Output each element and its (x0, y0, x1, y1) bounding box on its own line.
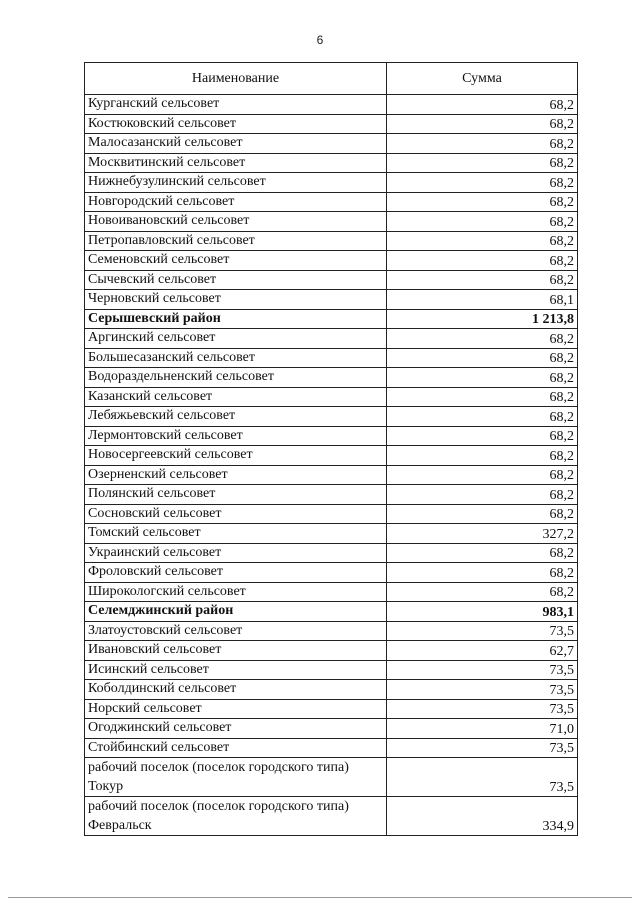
table-row (85, 504, 578, 524)
table-row (85, 387, 578, 407)
row-name-cell: Златоустовский сельсовет (85, 621, 387, 641)
column-header-sum: Сумма (387, 63, 578, 95)
row-sum-cell: 71,0 (387, 719, 578, 739)
table-row (85, 407, 578, 427)
column-header-name: Наименование (85, 63, 387, 95)
row-name-cell: Малосазанский сельсовет (85, 134, 387, 154)
row-sum-cell: 73,5 (387, 738, 578, 758)
row-sum-cell: 68,2 (387, 114, 578, 134)
table-row (85, 134, 578, 154)
table-row (85, 543, 578, 563)
row-name-cell: Лебяжьевский сельсовет (85, 407, 387, 427)
table-row (85, 660, 578, 680)
row-name-cell: Сычевский сельсовет (85, 270, 387, 290)
table-body (85, 95, 578, 836)
table-row (85, 641, 578, 661)
table-row (85, 290, 578, 310)
row-name-cell: Озерненский сельсовет (85, 465, 387, 485)
table-row (85, 719, 578, 739)
row-sum-cell: 68,2 (387, 368, 578, 388)
table-row (85, 251, 578, 271)
table-row (85, 621, 578, 641)
row-sum-cell: 68,2 (387, 231, 578, 251)
row-name-cell: Норский сельсовет (85, 699, 387, 719)
row-name-cell: Селемджинский район (85, 602, 387, 622)
row-name-cell: Новоивановский сельсовет (85, 212, 387, 232)
row-sum-cell: 68,2 (387, 95, 578, 115)
row-sum-cell: 68,1 (387, 290, 578, 310)
row-name-cell: Курганский сельсовет (85, 95, 387, 115)
row-sum-cell: 68,2 (387, 446, 578, 466)
row-sum-cell: 68,2 (387, 485, 578, 505)
table-row (85, 485, 578, 505)
budget-table (84, 62, 578, 836)
table-row (85, 368, 578, 388)
row-sum-cell: 68,2 (387, 563, 578, 583)
table-row (85, 738, 578, 758)
row-name-cell: Исинский сельсовет (85, 660, 387, 680)
row-name-cell: Новгородский сельсовет (85, 192, 387, 212)
page-number: 6 (316, 33, 324, 47)
row-name-cell: Коболдинский сельсовет (85, 680, 387, 700)
row-name-cell: Большесазанский сельсовет (85, 348, 387, 368)
table-row (85, 348, 578, 368)
page-bottom-rule (8, 897, 632, 898)
row-name-cell: Петропавловский сельсовет (85, 231, 387, 251)
table-row (85, 114, 578, 134)
row-name-cell: Костюковский сельсовет (85, 114, 387, 134)
table-row (85, 270, 578, 290)
row-name-cell: Аргинский сельсовет (85, 329, 387, 349)
row-name-cell: рабочий поселок (поселок городского типа) Токур (85, 758, 387, 797)
row-name-cell: Стойбинский сельсовет (85, 738, 387, 758)
row-sum-cell: 68,2 (387, 192, 578, 212)
row-name-cell: Семеновский сельсовет (85, 251, 387, 271)
row-sum-cell: 68,2 (387, 426, 578, 446)
district-row (85, 309, 578, 329)
table-row (85, 465, 578, 485)
row-sum-cell: 68,2 (387, 251, 578, 271)
row-name-cell: рабочий поселок (поселок городского типа) Февральск (85, 797, 387, 836)
row-name-cell: Томский сельсовет (85, 524, 387, 544)
row-sum-cell: 327,2 (387, 524, 578, 544)
row-sum-cell: 73,5 (387, 680, 578, 700)
row-sum-cell: 983,1 (387, 602, 578, 622)
row-name-cell: Фроловский сельсовет (85, 563, 387, 583)
row-sum-cell: 68,2 (387, 134, 578, 154)
table-row (85, 212, 578, 232)
row-name-cell: Сосновский сельсовет (85, 504, 387, 524)
row-sum-cell: 68,2 (387, 212, 578, 232)
table-row (85, 192, 578, 212)
row-sum-cell: 73,5 (387, 621, 578, 641)
row-sum-cell: 68,2 (387, 173, 578, 193)
row-name-cell: Лермонтовский сельсовет (85, 426, 387, 446)
row-name-cell: Огоджинский сельсовет (85, 719, 387, 739)
table-row (85, 95, 578, 115)
table-row (85, 563, 578, 583)
row-sum-cell: 68,2 (387, 153, 578, 173)
row-sum-cell: 68,2 (387, 270, 578, 290)
row-name-cell: Казанский сельсовет (85, 387, 387, 407)
table-row (85, 426, 578, 446)
row-sum-cell: 68,2 (387, 407, 578, 427)
row-sum-cell: 68,2 (387, 387, 578, 407)
table-row (85, 329, 578, 349)
row-sum-cell: 73,5 (387, 699, 578, 719)
row-name-cell: Полянский сельсовет (85, 485, 387, 505)
table-row (85, 446, 578, 466)
row-sum-cell: 68,2 (387, 348, 578, 368)
table-row (85, 797, 578, 836)
row-sum-cell: 68,2 (387, 543, 578, 563)
row-name-cell: Широкологский сельсовет (85, 582, 387, 602)
row-sum-cell: 68,2 (387, 329, 578, 349)
table-row (85, 582, 578, 602)
row-name-cell: Ивановский сельсовет (85, 641, 387, 661)
table-row (85, 153, 578, 173)
row-sum-cell: 68,2 (387, 582, 578, 602)
table-header-row (85, 63, 578, 95)
row-name-cell: Серышевский район (85, 309, 387, 329)
row-name-cell: Украинский сельсовет (85, 543, 387, 563)
row-sum-cell: 73,5 (387, 758, 578, 797)
table-row (85, 680, 578, 700)
table-row (85, 524, 578, 544)
row-name-cell: Новосергеевский сельсовет (85, 446, 387, 466)
district-row (85, 602, 578, 622)
row-sum-cell: 334,9 (387, 797, 578, 836)
row-sum-cell: 68,2 (387, 504, 578, 524)
row-name-cell: Черновский сельсовет (85, 290, 387, 310)
table-row (85, 231, 578, 251)
table-row (85, 758, 578, 797)
table-row (85, 699, 578, 719)
table-row (85, 173, 578, 193)
row-sum-cell: 1 213,8 (387, 309, 578, 329)
row-sum-cell: 62,7 (387, 641, 578, 661)
row-name-cell: Нижнебузулинский сельсовет (85, 173, 387, 193)
row-name-cell: Водораздельненский сельсовет (85, 368, 387, 388)
row-sum-cell: 73,5 (387, 660, 578, 680)
row-sum-cell: 68,2 (387, 465, 578, 485)
row-name-cell: Москвитинский сельсовет (85, 153, 387, 173)
